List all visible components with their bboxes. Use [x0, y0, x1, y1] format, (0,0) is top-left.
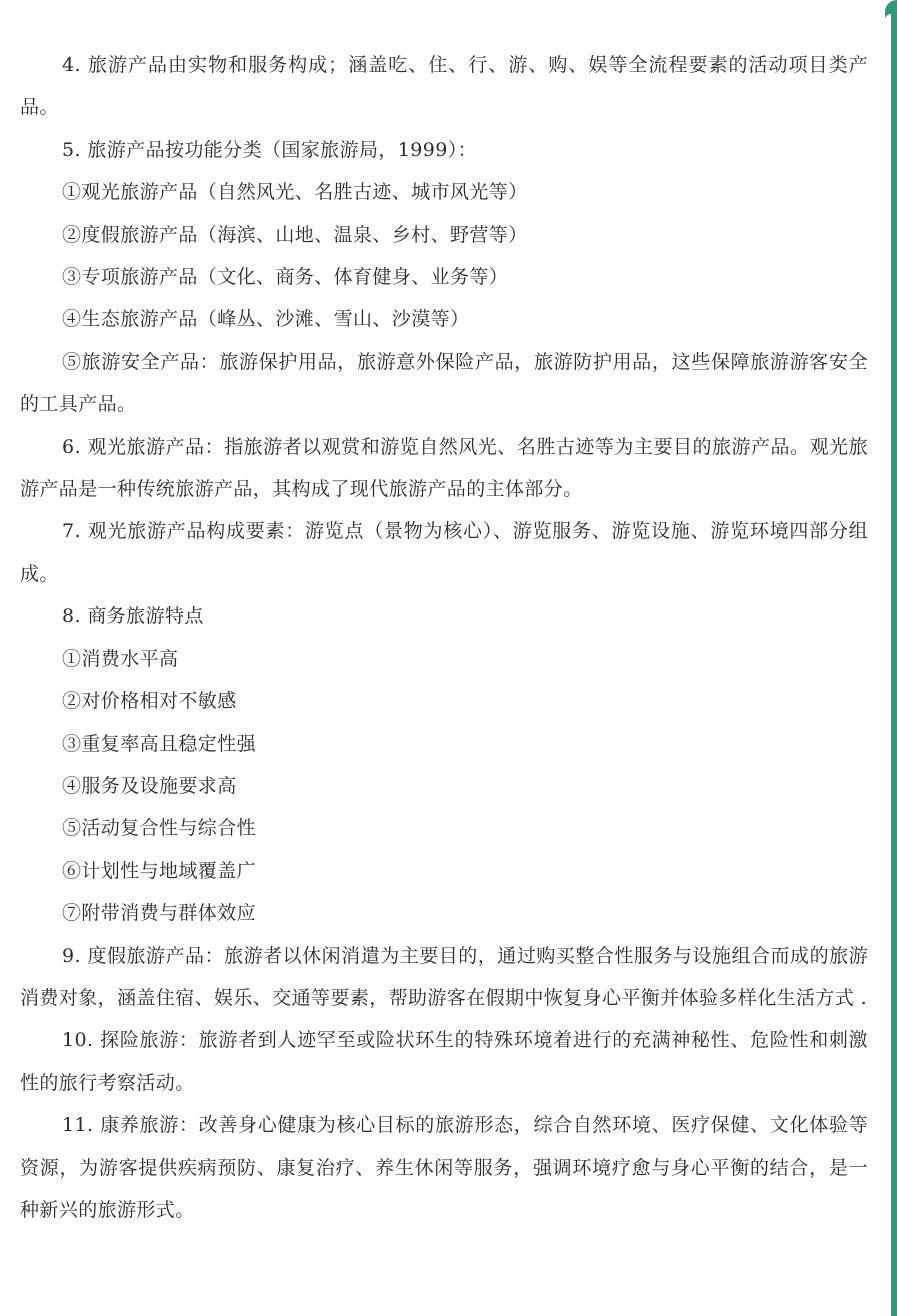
list-item-business-7: ⑦附带消费与群体效应: [62, 902, 257, 925]
list-item-business-2: ②对价格相对不敏感: [62, 690, 237, 713]
page-edge-border-inner: [885, 14, 891, 1316]
list-item-business-3: ③重复率高且稳定性强: [62, 732, 257, 755]
paragraph-item-6: 6. 观光旅游产品：指旅游者以观赏和游览自然风光、名胜古迹等为主要目的旅游产品。观光旅游产品是一种传统旅游产品，其构成了现代旅游产品的主体部分。: [20, 435, 868, 501]
list-item-safety: ⑤旅游安全产品：旅游保护用品，旅游意外保险产品，旅游防护用品，这些保障旅游游客安全的工具产品。: [20, 350, 868, 416]
list-item-business-1: ①消费水平高: [62, 647, 179, 670]
document-body: [20, 44, 868, 1231]
list-item-vacation: ②度假旅游产品（海滨、山地、温泉、乡村、野营等）: [62, 223, 528, 246]
paragraph-item-7: 7. 观光旅游产品构成要素：游览点（景物为核心）、游览服务、游览设施、游览环境四部分组成。: [20, 520, 868, 585]
list-item-business-4: ④服务及设施要求高: [62, 774, 237, 797]
paragraph-item-9: 9. 度假旅游产品：旅游者以休闲消遣为主要目的，通过购买整合性服务与设施组合而成的旅游消费对象，涵盖住宿、娱乐、交通等要素，帮助游客在假期中恢复身心平衡并体验多样化生活方式 .: [20, 944, 868, 1009]
paragraph-item-5: 5. 旅游产品按功能分类（国家旅游局，1999）：: [62, 138, 478, 161]
list-item-eco: ④生态旅游产品（峰丛、沙滩、雪山、沙漠等）: [62, 308, 470, 331]
paragraph-item-4: 4. 旅游产品由实物和服务构成；涵盖吃、住、行、游、购、娱等全流程要素的活动项目类产品。: [20, 54, 868, 119]
list-item-sightseeing: ①观光旅游产品（自然风光、名胜古迹、城市风光等）: [62, 181, 528, 204]
list-item-special: ③专项旅游产品（文化、商务、体育健身、业务等）: [62, 266, 509, 289]
paragraph-item-8: 8. 商务旅游特点: [62, 605, 204, 628]
list-item-business-6: ⑥计划性与地域覆盖广: [62, 859, 257, 882]
paragraph-item-10: 10. 探险旅游：旅游者到人迹罕至或险状环生的特殊环境着进行的充满神秘性、危险性和刺激性的旅行考察活动。: [20, 1029, 868, 1094]
list-item-business-5: ⑤活动复合性与综合性: [62, 817, 257, 840]
paragraph-item-11: 11. 康养旅游：改善身心健康为核心目标的旅游形态，综合自然环境、医疗保健、文化体验等资源，为游客提供疾病预防、康复治疗、养生休闲等服务，强调环境疗愈与身心平衡的结合，是一种新兴的旅游形式。: [20, 1114, 868, 1221]
